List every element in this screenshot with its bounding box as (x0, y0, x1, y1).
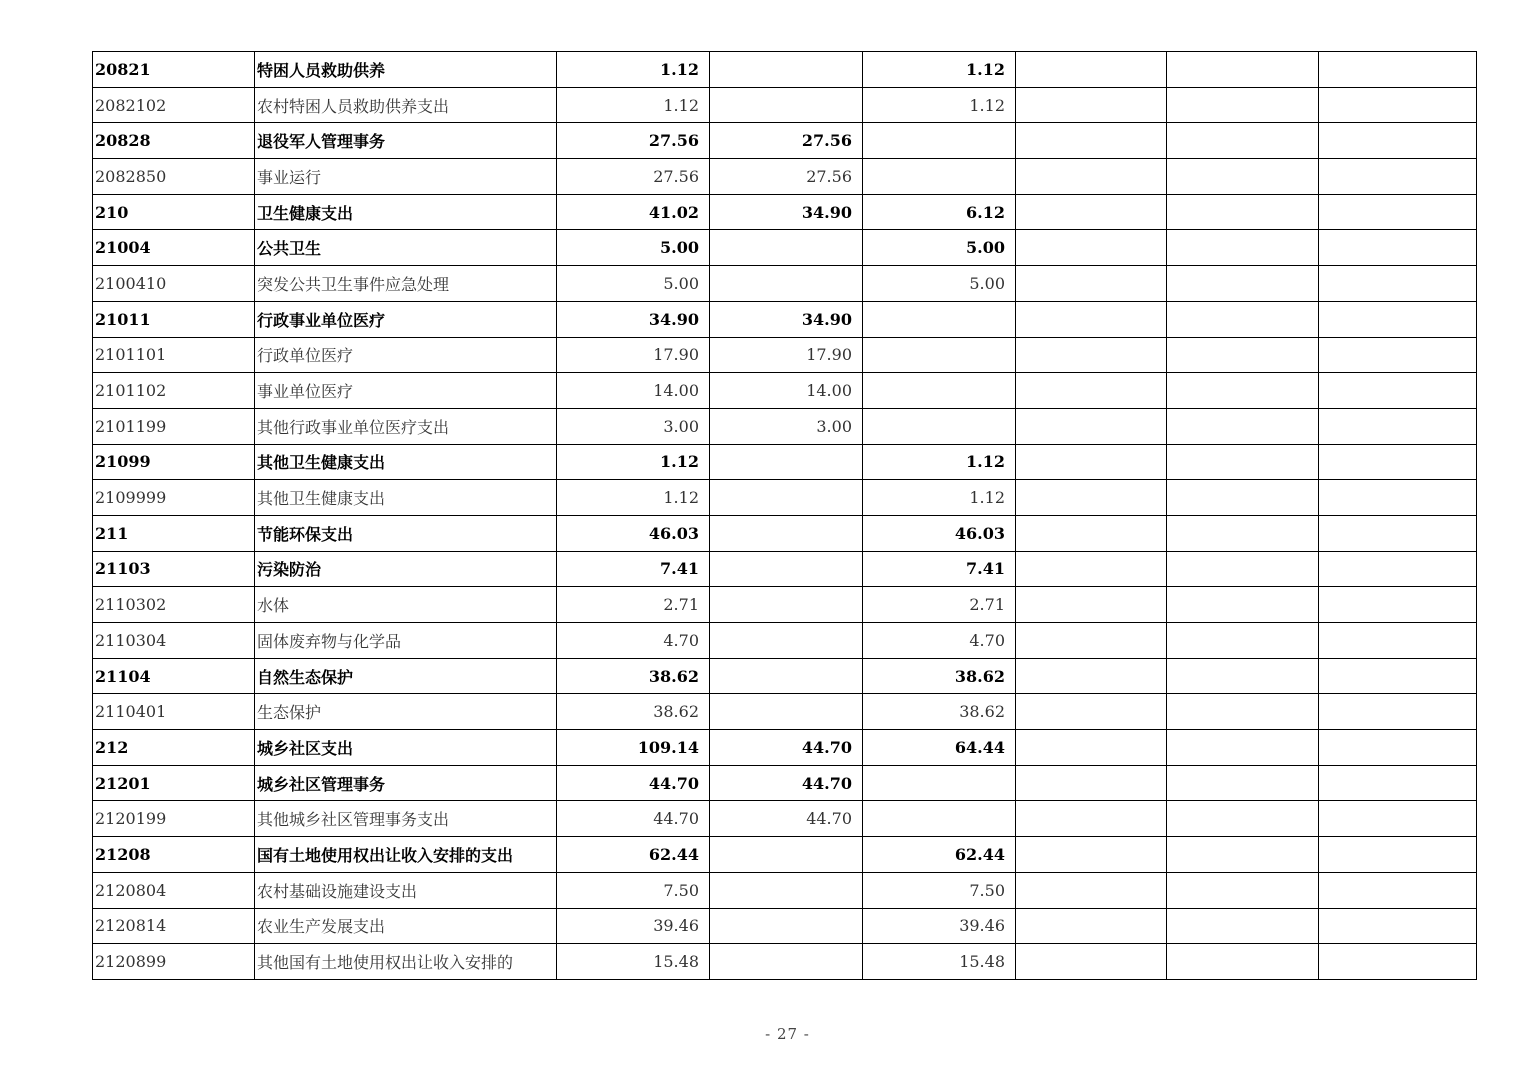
project-expenditure-cell (863, 765, 1016, 801)
project-expenditure-cell (863, 159, 1016, 195)
empty-cell (1167, 623, 1319, 659)
subject-code-cell: 21208 (93, 837, 255, 873)
empty-cell (1167, 837, 1319, 873)
subject-name-cell: 事业单位医疗 (255, 373, 557, 409)
project-expenditure-cell: 6.12 (863, 194, 1016, 230)
total-amount-cell: 5.00 (557, 266, 710, 302)
table-row (93, 230, 1477, 266)
subject-name-cell: 节能环保支出 (255, 515, 557, 551)
basic-expenditure-cell: 44.70 (710, 801, 863, 837)
basic-expenditure-cell (710, 551, 863, 587)
subject-name-cell: 其他国有土地使用权出让收入安排的 (255, 944, 557, 980)
table-row (93, 765, 1477, 801)
total-amount-cell: 1.12 (557, 444, 710, 480)
empty-cell (1016, 587, 1167, 623)
empty-cell (1319, 837, 1477, 873)
empty-cell (1167, 337, 1319, 373)
table-row (93, 515, 1477, 551)
empty-cell (1016, 730, 1167, 766)
total-amount-cell: 1.12 (557, 52, 710, 88)
project-expenditure-cell (863, 301, 1016, 337)
empty-cell (1167, 587, 1319, 623)
basic-expenditure-cell (710, 623, 863, 659)
budget-expenditure-table (92, 51, 1477, 980)
subject-code-cell: 21099 (93, 444, 255, 480)
table-row (93, 658, 1477, 694)
project-expenditure-cell: 38.62 (863, 694, 1016, 730)
table-row (93, 587, 1477, 623)
basic-expenditure-cell: 44.70 (710, 765, 863, 801)
subject-name-cell: 公共卫生 (255, 230, 557, 266)
table-row (93, 908, 1477, 944)
subject-name-cell: 事业运行 (255, 159, 557, 195)
basic-expenditure-cell (710, 872, 863, 908)
empty-cell (1167, 230, 1319, 266)
empty-cell (1167, 444, 1319, 480)
project-expenditure-cell: 1.12 (863, 87, 1016, 123)
empty-cell (1167, 480, 1319, 516)
empty-cell (1016, 123, 1167, 159)
empty-cell (1016, 337, 1167, 373)
table-row (93, 730, 1477, 766)
subject-name-cell: 农业生产发展支出 (255, 908, 557, 944)
empty-cell (1319, 123, 1477, 159)
table-row (93, 944, 1477, 980)
project-expenditure-cell: 64.44 (863, 730, 1016, 766)
empty-cell (1167, 694, 1319, 730)
basic-expenditure-cell (710, 944, 863, 980)
empty-cell (1319, 301, 1477, 337)
basic-expenditure-cell: 44.70 (710, 730, 863, 766)
empty-cell (1319, 551, 1477, 587)
subject-code-cell: 21004 (93, 230, 255, 266)
empty-cell (1319, 944, 1477, 980)
basic-expenditure-cell (710, 230, 863, 266)
subject-code-cell: 210 (93, 194, 255, 230)
basic-expenditure-cell (710, 515, 863, 551)
total-amount-cell: 46.03 (557, 515, 710, 551)
basic-expenditure-cell (710, 908, 863, 944)
subject-name-cell: 行政事业单位医疗 (255, 301, 557, 337)
empty-cell (1319, 765, 1477, 801)
basic-expenditure-cell (710, 266, 863, 302)
subject-code-cell: 20828 (93, 123, 255, 159)
subject-name-cell: 农村基础设施建设支出 (255, 872, 557, 908)
empty-cell (1167, 266, 1319, 302)
empty-cell (1167, 872, 1319, 908)
subject-code-cell: 2110304 (93, 623, 255, 659)
empty-cell (1016, 515, 1167, 551)
project-expenditure-cell: 39.46 (863, 908, 1016, 944)
empty-cell (1167, 908, 1319, 944)
empty-cell (1319, 408, 1477, 444)
project-expenditure-cell: 15.48 (863, 944, 1016, 980)
empty-cell (1167, 944, 1319, 980)
table-row (93, 444, 1477, 480)
basic-expenditure-cell (710, 587, 863, 623)
table-row (93, 837, 1477, 873)
project-expenditure-cell (863, 408, 1016, 444)
empty-cell (1319, 337, 1477, 373)
subject-name-cell: 国有土地使用权出让收入安排的支出 (255, 837, 557, 873)
subject-code-cell: 2082102 (93, 87, 255, 123)
subject-name-cell: 其他卫生健康支出 (255, 480, 557, 516)
project-expenditure-cell: 4.70 (863, 623, 1016, 659)
empty-cell (1016, 658, 1167, 694)
subject-code-cell: 2120814 (93, 908, 255, 944)
total-amount-cell: 5.00 (557, 230, 710, 266)
subject-code-cell: 21103 (93, 551, 255, 587)
subject-code-cell: 2101199 (93, 408, 255, 444)
total-amount-cell: 27.56 (557, 159, 710, 195)
basic-expenditure-cell (710, 87, 863, 123)
subject-code-cell: 2082850 (93, 159, 255, 195)
total-amount-cell: 38.62 (557, 658, 710, 694)
subject-name-cell: 污染防治 (255, 551, 557, 587)
empty-cell (1319, 872, 1477, 908)
total-amount-cell: 39.46 (557, 908, 710, 944)
total-amount-cell: 27.56 (557, 123, 710, 159)
subject-name-cell: 城乡社区支出 (255, 730, 557, 766)
project-expenditure-cell: 5.00 (863, 266, 1016, 302)
empty-cell (1319, 194, 1477, 230)
total-amount-cell: 34.90 (557, 301, 710, 337)
empty-cell (1319, 908, 1477, 944)
total-amount-cell: 1.12 (557, 480, 710, 516)
subject-code-cell: 21104 (93, 658, 255, 694)
subject-code-cell: 21011 (93, 301, 255, 337)
empty-cell (1016, 52, 1167, 88)
basic-expenditure-cell (710, 480, 863, 516)
empty-cell (1319, 587, 1477, 623)
table-row (93, 801, 1477, 837)
subject-code-cell: 2109999 (93, 480, 255, 516)
subject-name-cell: 退役军人管理事务 (255, 123, 557, 159)
empty-cell (1167, 123, 1319, 159)
subject-code-cell: 2110302 (93, 587, 255, 623)
total-amount-cell: 17.90 (557, 337, 710, 373)
empty-cell (1016, 444, 1167, 480)
project-expenditure-cell: 2.71 (863, 587, 1016, 623)
project-expenditure-cell (863, 801, 1016, 837)
subject-name-cell: 特困人员救助供养 (255, 52, 557, 88)
empty-cell (1319, 515, 1477, 551)
project-expenditure-cell (863, 337, 1016, 373)
table-row (93, 159, 1477, 195)
subject-name-cell: 突发公共卫生事件应急处理 (255, 266, 557, 302)
total-amount-cell: 4.70 (557, 623, 710, 659)
empty-cell (1319, 52, 1477, 88)
empty-cell (1167, 301, 1319, 337)
basic-expenditure-cell (710, 52, 863, 88)
subject-name-cell: 其他行政事业单位医疗支出 (255, 408, 557, 444)
subject-name-cell: 固体废弃物与化学品 (255, 623, 557, 659)
total-amount-cell: 15.48 (557, 944, 710, 980)
subject-code-cell: 212 (93, 730, 255, 766)
empty-cell (1016, 623, 1167, 659)
subject-code-cell: 2110401 (93, 694, 255, 730)
subject-code-cell: 20821 (93, 52, 255, 88)
total-amount-cell: 44.70 (557, 801, 710, 837)
table-row (93, 623, 1477, 659)
empty-cell (1167, 194, 1319, 230)
empty-cell (1167, 52, 1319, 88)
basic-expenditure-cell: 14.00 (710, 373, 863, 409)
table-row (93, 551, 1477, 587)
empty-cell (1016, 765, 1167, 801)
subject-name-cell: 卫生健康支出 (255, 194, 557, 230)
basic-expenditure-cell: 27.56 (710, 159, 863, 195)
table-row (93, 408, 1477, 444)
empty-cell (1319, 159, 1477, 195)
table-row (93, 872, 1477, 908)
table-row (93, 123, 1477, 159)
total-amount-cell: 38.62 (557, 694, 710, 730)
empty-cell (1016, 801, 1167, 837)
table-row (93, 52, 1477, 88)
basic-expenditure-cell (710, 658, 863, 694)
total-amount-cell: 1.12 (557, 87, 710, 123)
empty-cell (1016, 301, 1167, 337)
total-amount-cell: 41.02 (557, 194, 710, 230)
subject-code-cell: 2101101 (93, 337, 255, 373)
empty-cell (1016, 944, 1167, 980)
empty-cell (1167, 801, 1319, 837)
empty-cell (1167, 551, 1319, 587)
subject-code-cell: 2120899 (93, 944, 255, 980)
empty-cell (1167, 373, 1319, 409)
total-amount-cell: 7.50 (557, 872, 710, 908)
empty-cell (1319, 623, 1477, 659)
empty-cell (1016, 266, 1167, 302)
empty-cell (1016, 194, 1167, 230)
project-expenditure-cell: 1.12 (863, 444, 1016, 480)
project-expenditure-cell: 5.00 (863, 230, 1016, 266)
total-amount-cell: 14.00 (557, 373, 710, 409)
empty-cell (1319, 373, 1477, 409)
subject-code-cell: 2120199 (93, 801, 255, 837)
table-row (93, 694, 1477, 730)
project-expenditure-cell: 38.62 (863, 658, 1016, 694)
subject-name-cell: 其他城乡社区管理事务支出 (255, 801, 557, 837)
subject-name-cell: 城乡社区管理事务 (255, 765, 557, 801)
empty-cell (1016, 551, 1167, 587)
empty-cell (1016, 694, 1167, 730)
table-row (93, 373, 1477, 409)
subject-name-cell: 生态保护 (255, 694, 557, 730)
subject-name-cell: 其他卫生健康支出 (255, 444, 557, 480)
basic-expenditure-cell (710, 694, 863, 730)
empty-cell (1319, 266, 1477, 302)
project-expenditure-cell: 1.12 (863, 52, 1016, 88)
basic-expenditure-cell: 34.90 (710, 301, 863, 337)
table-body (93, 52, 1477, 980)
empty-cell (1319, 730, 1477, 766)
empty-cell (1167, 87, 1319, 123)
subject-code-cell: 211 (93, 515, 255, 551)
empty-cell (1319, 480, 1477, 516)
empty-cell (1319, 694, 1477, 730)
project-expenditure-cell (863, 373, 1016, 409)
subject-name-cell: 自然生态保护 (255, 658, 557, 694)
project-expenditure-cell (863, 123, 1016, 159)
empty-cell (1167, 765, 1319, 801)
basic-expenditure-cell (710, 444, 863, 480)
empty-cell (1319, 230, 1477, 266)
project-expenditure-cell: 62.44 (863, 837, 1016, 873)
total-amount-cell: 62.44 (557, 837, 710, 873)
subject-code-cell: 2120804 (93, 872, 255, 908)
total-amount-cell: 7.41 (557, 551, 710, 587)
empty-cell (1319, 87, 1477, 123)
empty-cell (1016, 87, 1167, 123)
empty-cell (1167, 515, 1319, 551)
total-amount-cell: 44.70 (557, 765, 710, 801)
page-number: - 27 - (765, 1025, 810, 1043)
subject-code-cell: 2101102 (93, 373, 255, 409)
table-row (93, 194, 1477, 230)
empty-cell (1319, 444, 1477, 480)
empty-cell (1319, 801, 1477, 837)
project-expenditure-cell: 7.41 (863, 551, 1016, 587)
total-amount-cell: 3.00 (557, 408, 710, 444)
basic-expenditure-cell: 27.56 (710, 123, 863, 159)
basic-expenditure-cell: 17.90 (710, 337, 863, 373)
subject-name-cell: 农村特困人员救助供养支出 (255, 87, 557, 123)
empty-cell (1016, 408, 1167, 444)
project-expenditure-cell: 7.50 (863, 872, 1016, 908)
project-expenditure-cell: 1.12 (863, 480, 1016, 516)
subject-name-cell: 水体 (255, 587, 557, 623)
empty-cell (1016, 480, 1167, 516)
empty-cell (1016, 373, 1167, 409)
table-row (93, 266, 1477, 302)
table-row (93, 301, 1477, 337)
empty-cell (1016, 872, 1167, 908)
empty-cell (1167, 658, 1319, 694)
empty-cell (1016, 908, 1167, 944)
subject-code-cell: 2100410 (93, 266, 255, 302)
empty-cell (1319, 658, 1477, 694)
empty-cell (1016, 837, 1167, 873)
empty-cell (1016, 159, 1167, 195)
empty-cell (1016, 230, 1167, 266)
total-amount-cell: 2.71 (557, 587, 710, 623)
empty-cell (1167, 408, 1319, 444)
empty-cell (1167, 730, 1319, 766)
table-row (93, 87, 1477, 123)
subject-code-cell: 21201 (93, 765, 255, 801)
table-row (93, 480, 1477, 516)
basic-expenditure-cell: 34.90 (710, 194, 863, 230)
project-expenditure-cell: 46.03 (863, 515, 1016, 551)
total-amount-cell: 109.14 (557, 730, 710, 766)
empty-cell (1167, 159, 1319, 195)
basic-expenditure-cell (710, 837, 863, 873)
basic-expenditure-cell: 3.00 (710, 408, 863, 444)
subject-name-cell: 行政单位医疗 (255, 337, 557, 373)
table-row (93, 337, 1477, 373)
